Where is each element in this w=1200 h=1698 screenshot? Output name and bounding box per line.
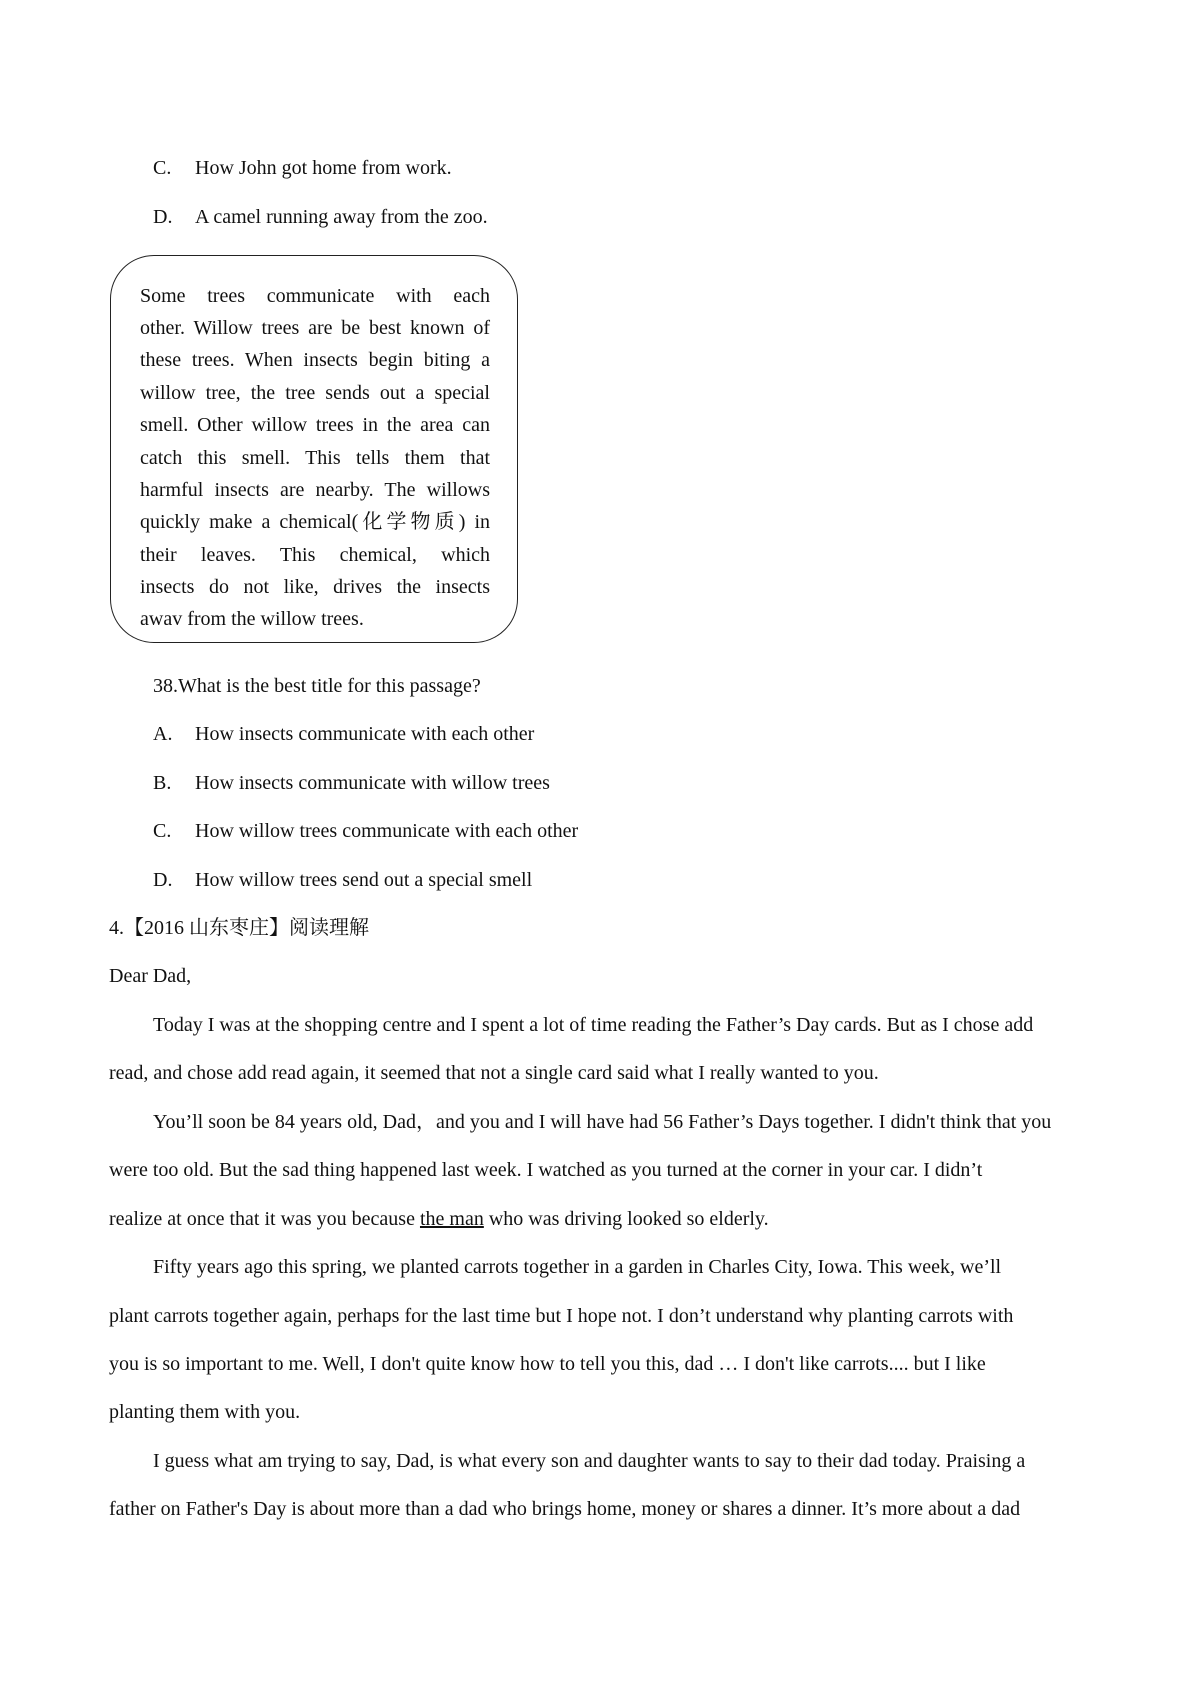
passage-line: catch this smell. This tells them that — [140, 447, 490, 469]
option-letter: C. — [153, 157, 172, 179]
passage-line: smell. Other willow trees in the area can — [140, 414, 490, 436]
letter-paragraph-line: I guess what am trying to say, Dad, is what every son and daughter wants to say to their dad today. Praising a — [153, 1450, 1026, 1472]
underlined-phrase: the man — [419, 1208, 484, 1230]
letter-paragraph-line: you is so important to me. Well, I don't quite know how to tell you this, dad … I don't like carrots.... but I like — [109, 1353, 986, 1375]
option-letter: B. — [153, 772, 172, 794]
passage-line: these trees. When insects begin biting a — [140, 349, 490, 371]
letter-paragraph-line: plant carrots together again, perhaps for the last time but I hope not. I don’t understand why planting carrots with — [109, 1305, 1014, 1327]
option-text: A camel running away from the zoo. — [195, 206, 488, 228]
option-letter: C. — [153, 820, 172, 842]
letter-paragraph-line: were too old. But the sad thing happened last week. I watched as you turned at the corner in your car. I didn’t — [109, 1159, 983, 1181]
section-heading: 4.【2016 山东枣庄】阅读理解 — [109, 917, 369, 939]
option-text: How insects communicate with willow trees — [195, 772, 550, 794]
option-text: How willow trees send out a special smell — [195, 869, 533, 891]
passage-line: their leaves. This chemical, which — [140, 544, 490, 566]
passage-line: other. Willow trees are be best known of — [140, 317, 490, 339]
passage-line: willow tree, the tree sends out a special — [140, 382, 490, 404]
letter-paragraph-line — [109, 1207, 769, 1231]
passage-line: harmful insects are nearby. The willows — [140, 479, 490, 501]
letter-paragraph-line: Today I was at the shopping centre and I spent a lot of time reading the Father’s Day cards. But as I chose add — [153, 1014, 1034, 1036]
option-letter: D. — [153, 206, 173, 228]
option-text: How John got home from work. — [195, 157, 452, 179]
letter-paragraph-line: Fifty years ago this spring, we planted carrots together in a garden in Charles City, Iowa. This week, we’ll — [153, 1256, 1002, 1278]
passage-line: insects do not like, drives the insects — [140, 576, 490, 598]
letter-paragraph-line: read, and chose add read again, it seemed that not a single card said what I really wanted to you. — [109, 1062, 879, 1084]
letter-paragraph-line: planting them with you. — [109, 1401, 301, 1423]
option-text: How willow trees communicate with each other — [195, 820, 579, 842]
passage-line: quickly make a chemical(化学物质) in — [140, 511, 490, 533]
option-letter: D. — [153, 869, 173, 891]
question-38-stem: 38.What is the best title for this passage? — [153, 675, 481, 697]
option-text: How insects communicate with each other — [195, 723, 535, 745]
passage-line: awav from the willow trees. — [140, 608, 364, 630]
letter-paragraph-line: father on Father's Day is about more than a dad who brings home, money or shares a dinner. It’s more about a dad — [109, 1498, 1021, 1520]
letter-salutation: Dear Dad, — [109, 965, 192, 987]
line-text: who was driving looked so elderly. — [483, 1208, 769, 1230]
passage-line: Some trees communicate with each — [140, 285, 490, 307]
letter-paragraph-line: You’ll soon be 84 years old, Dad，and you and I will have had 56 Father’s Days together. I didn't think that you — [153, 1111, 1052, 1133]
option-letter: A. — [153, 723, 173, 745]
line-text: realize at once that it was you because — [109, 1208, 420, 1230]
